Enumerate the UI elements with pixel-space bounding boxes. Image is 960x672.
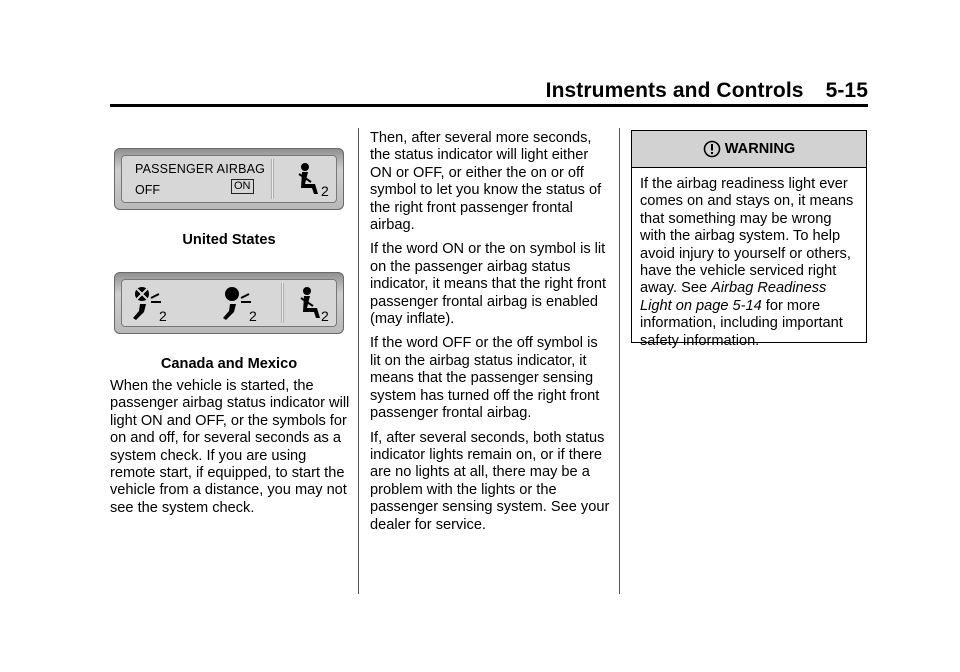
warning-icon <box>703 140 721 158</box>
cross-reference-link[interactable]: Airbag Readiness Light on page 5-14 <box>640 280 827 314</box>
warning-text-end: for more information, including important safety information. <box>640 297 843 349</box>
column-divider-2 <box>619 128 620 594</box>
seated-passenger-icon <box>291 160 331 200</box>
warning-header <box>632 131 866 168</box>
on-label: ON <box>231 179 254 194</box>
cm-panel-face <box>121 279 337 327</box>
us-panel-face <box>121 155 337 203</box>
column-1-text <box>110 378 350 524</box>
paragraph: If the word OFF or the off symbol is lit on the airbag status indicator, it means that the passenger sensing system has turned off the right front passenger frontal airbag. <box>370 335 600 422</box>
warning-text: If the airbag readiness light ever comes on and stays on, it means that something may be wrong with the airbag system. To help avoid injury to yourself or others, have the vehicle serviced right away. See <box>640 176 854 297</box>
column-divider-1 <box>358 128 359 594</box>
seat-number: 2 <box>159 308 167 324</box>
warning-box <box>631 130 867 349</box>
airbag-on-icon <box>221 284 261 324</box>
figure-caption-us: United States <box>182 232 276 248</box>
header-rule <box>110 104 868 107</box>
paragraph: If the word ON or the on symbol is lit on the passenger airbag status indicator, it means that the right front passenger frontal airbag is enabled (may inflate). <box>370 241 607 328</box>
figure-caption-canada-mexico: Canada and Mexico <box>160 356 298 372</box>
column-2-text <box>370 130 612 541</box>
paragraph: If, after several seconds, both status indicator lights remain on, or if there are no lights at all, there may be a problem with the lights or the passenger sensing system. See your dealer for service. <box>370 429 610 533</box>
seat-number: 2 <box>249 308 257 324</box>
canada-mexico-airbag-indicator-panel <box>114 272 344 334</box>
off-label: OFF <box>135 183 160 197</box>
panel-divider <box>271 159 274 199</box>
warning-title: WARNING <box>724 141 796 157</box>
seat-number: 2 <box>321 183 329 199</box>
airbag-off-icon <box>131 284 171 324</box>
section-title: Instruments and Controls <box>545 79 804 102</box>
seat-number: 2 <box>321 308 329 324</box>
paragraph: Then, after several more seconds, the status indicator will light either ON or OFF, or either the on or off symbol to let you know the status of the right front passenger frontal airbag. <box>370 130 602 234</box>
warning-body <box>632 168 866 358</box>
us-airbag-indicator-panel <box>114 148 344 210</box>
passenger-airbag-label: PASSENGER AIRBAG <box>135 162 266 176</box>
page-number: 5-15 <box>825 79 868 102</box>
panel-divider <box>281 283 284 323</box>
paragraph: When the vehicle is started, the passenger airbag status indicator will light ON and OFF, or the symbols for on and off, for several seconds as a system check. If you are using remote start, if equipped, to start the vehicle from a distance, you may not see the system check. <box>110 378 350 516</box>
seated-passenger-icon <box>293 284 333 324</box>
header-title <box>546 79 868 103</box>
